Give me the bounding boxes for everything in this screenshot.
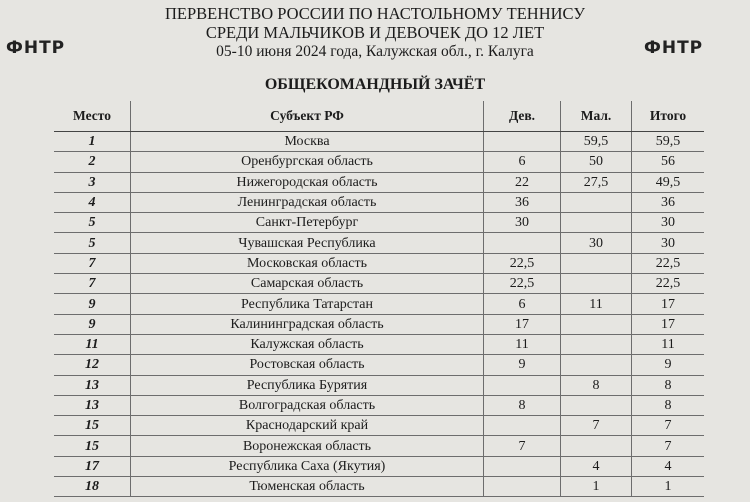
- table-row: [54, 213, 704, 233]
- cell-place: 13: [54, 375, 131, 395]
- cell-total: 22,5: [632, 253, 705, 273]
- cell-total: 4: [632, 456, 705, 476]
- cell-total: 17: [632, 314, 705, 334]
- cell-subject: Нижегородская область: [131, 172, 484, 192]
- cell-boys: 4: [561, 456, 632, 476]
- team-standings-table: [54, 101, 704, 497]
- cell-place: 17: [54, 456, 131, 476]
- table-row: [54, 172, 704, 192]
- cell-girls: 6: [484, 294, 561, 314]
- cell-girls: 22,5: [484, 274, 561, 294]
- cell-girls: 9: [484, 355, 561, 375]
- cell-girls: 22: [484, 172, 561, 192]
- cell-subject: Ростовская область: [131, 355, 484, 375]
- cell-boys: [561, 395, 632, 415]
- column-header-girls: Дев.: [484, 101, 561, 132]
- cell-subject: Калужская область: [131, 334, 484, 354]
- table-row: [54, 456, 704, 476]
- cell-boys: 11: [561, 294, 632, 314]
- table-row: [54, 152, 704, 172]
- cell-subject: Волгоградская область: [131, 395, 484, 415]
- cell-total: 11: [632, 334, 705, 354]
- cell-boys: [561, 355, 632, 375]
- header-line-2: СРЕДИ МАЛЬЧИКОВ И ДЕВОЧЕК ДО 12 ЛЕТ: [205, 23, 545, 42]
- table-row: [54, 375, 704, 395]
- ftr-logo-left: ФНТР: [6, 38, 66, 58]
- cell-girls: 11: [484, 334, 561, 354]
- cell-total: 7: [632, 416, 705, 436]
- cell-place: 11: [54, 334, 131, 354]
- cell-boys: 1: [561, 477, 632, 497]
- cell-place: 5: [54, 233, 131, 253]
- cell-girls: 30: [484, 213, 561, 233]
- cell-place: 12: [54, 355, 131, 375]
- cell-boys: 7: [561, 416, 632, 436]
- cell-place: 15: [54, 436, 131, 456]
- table-row: [54, 355, 704, 375]
- cell-place: 7: [54, 253, 131, 273]
- cell-subject: Воронежская область: [131, 436, 484, 456]
- cell-subject: Тюменская область: [131, 477, 484, 497]
- cell-girls: 8: [484, 395, 561, 415]
- cell-place: 4: [54, 192, 131, 212]
- cell-total: 30: [632, 233, 705, 253]
- cell-subject: Московская область: [131, 253, 484, 273]
- column-header-boys: Мал.: [561, 101, 632, 132]
- table-row: [54, 395, 704, 415]
- table-row: [54, 274, 704, 294]
- cell-girls: [484, 456, 561, 476]
- cell-subject: Чувашская Республика: [131, 233, 484, 253]
- cell-girls: [484, 233, 561, 253]
- cell-place: 7: [54, 274, 131, 294]
- cell-total: 56: [632, 152, 705, 172]
- header-line-1: ПЕРВЕНСТВО РОССИИ ПО НАСТОЛЬНОМУ ТЕННИСУ: [164, 4, 586, 23]
- table-row: [54, 436, 704, 456]
- cell-boys: [561, 274, 632, 294]
- cell-subject: Москва: [131, 132, 484, 152]
- document-header: [0, 4, 750, 61]
- table-row: [54, 253, 704, 273]
- cell-girls: [484, 477, 561, 497]
- cell-boys: 8: [561, 375, 632, 395]
- table-row: [54, 314, 704, 334]
- cell-subject: Республика Саха (Якутия): [131, 456, 484, 476]
- cell-place: 13: [54, 395, 131, 415]
- column-header-subject: Субъект РФ: [131, 101, 484, 132]
- cell-boys: [561, 314, 632, 334]
- cell-total: 8: [632, 395, 705, 415]
- cell-girls: 7: [484, 436, 561, 456]
- cell-subject: Оренбургская область: [131, 152, 484, 172]
- cell-boys: [561, 213, 632, 233]
- cell-girls: 6: [484, 152, 561, 172]
- header-line-3: 05-10 июня 2024 года, Калужская обл., г. Калуга: [216, 43, 534, 60]
- table-row: [54, 334, 704, 354]
- cell-total: 17: [632, 294, 705, 314]
- cell-total: 30: [632, 213, 705, 233]
- cell-boys: 27,5: [561, 172, 632, 192]
- cell-boys: [561, 253, 632, 273]
- table-row: [54, 192, 704, 212]
- cell-total: 22,5: [632, 274, 705, 294]
- column-header-total: Итого: [632, 101, 705, 132]
- table-row: [54, 233, 704, 253]
- table-row: [54, 416, 704, 436]
- cell-place: 2: [54, 152, 131, 172]
- table-row: [54, 477, 704, 497]
- table-row: [54, 132, 704, 152]
- cell-subject: Самарская область: [131, 274, 484, 294]
- cell-place: 5: [54, 213, 131, 233]
- cell-place: 1: [54, 132, 131, 152]
- cell-place: 9: [54, 294, 131, 314]
- cell-boys: 59,5: [561, 132, 632, 152]
- cell-place: 9: [54, 314, 131, 334]
- cell-girls: 22,5: [484, 253, 561, 273]
- cell-total: 1: [632, 477, 705, 497]
- cell-girls: 36: [484, 192, 561, 212]
- cell-girls: [484, 132, 561, 152]
- table-row: [54, 294, 704, 314]
- cell-subject: Краснодарский край: [131, 416, 484, 436]
- cell-boys: [561, 436, 632, 456]
- cell-total: 49,5: [632, 172, 705, 192]
- ftr-logo-right: ФНТР: [644, 38, 704, 58]
- table-header-row: [54, 101, 704, 132]
- cell-place: 18: [54, 477, 131, 497]
- section-title: ОБЩЕКОМАНДНЫЙ ЗАЧЁТ: [264, 76, 486, 93]
- cell-boys: [561, 192, 632, 212]
- cell-girls: [484, 416, 561, 436]
- cell-total: 59,5: [632, 132, 705, 152]
- cell-girls: 17: [484, 314, 561, 334]
- cell-subject: Ленинградская область: [131, 192, 484, 212]
- cell-subject: Санкт-Петербург: [131, 213, 484, 233]
- cell-subject: Республика Татарстан: [131, 294, 484, 314]
- cell-subject: Республика Бурятия: [131, 375, 484, 395]
- cell-total: 8: [632, 375, 705, 395]
- cell-girls: [484, 375, 561, 395]
- cell-boys: 50: [561, 152, 632, 172]
- cell-place: 15: [54, 416, 131, 436]
- cell-total: 7: [632, 436, 705, 456]
- cell-subject: Калининградская область: [131, 314, 484, 334]
- cell-total: 9: [632, 355, 705, 375]
- cell-boys: [561, 334, 632, 354]
- column-header-place: Место: [54, 101, 131, 132]
- cell-boys: 30: [561, 233, 632, 253]
- cell-place: 3: [54, 172, 131, 192]
- cell-total: 36: [632, 192, 705, 212]
